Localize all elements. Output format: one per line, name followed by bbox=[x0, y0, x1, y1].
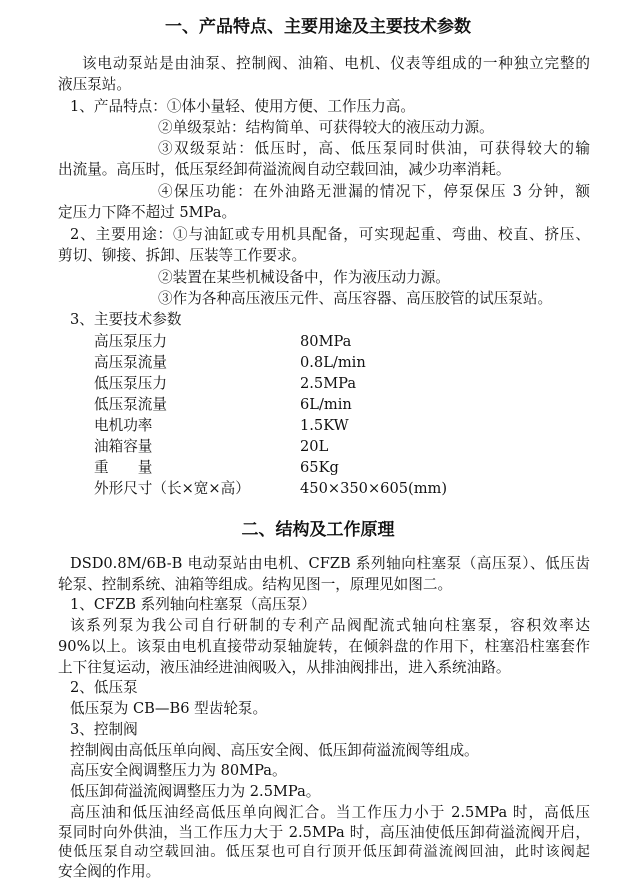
valve-detail-line-1: 高压油和低压油经高低压单向阀汇合。当工作压力小于 2.5MPa 时，高低压 bbox=[70, 803, 590, 821]
spec-value: 0.8L/min bbox=[300, 354, 366, 371]
feature-hold-line-1: ④保压功能：在外油路无泄漏的情况下，停泵保压 3 分钟，额 bbox=[158, 183, 590, 200]
use-item-2: ②装置在某些机械设备中，作为液压动力源。 bbox=[158, 269, 450, 286]
spec-label: 电机功率 bbox=[94, 417, 153, 434]
pump-2-text: 低压泵为 CB—B6 型齿轮泵。 bbox=[70, 700, 268, 718]
spec-label: 低压泵压力 bbox=[94, 375, 167, 392]
spec-value: 65Kg bbox=[300, 459, 339, 476]
pump-2-heading: 2、低压泵 bbox=[70, 679, 138, 697]
feature-hold-line-2: 定压力下降不超过 5MPa。 bbox=[58, 204, 237, 221]
pump-1-heading: 1、CFZB 系列轴向柱塞泵（高压泵） bbox=[70, 596, 316, 614]
spec-label: 外形尺寸（长×宽×高） bbox=[94, 480, 250, 497]
valve-detail-line-3: 使低压泵自动空载回油。低压泵也可自行顶开低压卸荷溢流阀回油，此时该阀起 bbox=[58, 844, 590, 861]
valve-heading: 3、控制阀 bbox=[70, 720, 138, 738]
spec-value: 450×350×605(mm) bbox=[300, 480, 448, 497]
feature-double-stage-line-1: ③双级泵站：低压时，高、低压泵同时供油，可获得较大的输 bbox=[158, 140, 590, 157]
feature-double-stage-line-2: 出流量。高压时，低压泵经卸荷溢流阀自动空载回油，减少功率消耗。 bbox=[58, 161, 511, 178]
pump-1-text-line-2: 90%以上。该泵由电机直接带动泵轴旋转，在倾斜盘的作用下，柱塞沿柱塞套作 bbox=[58, 637, 590, 655]
use-item-3: ③作为各种高压液压元件、高压容器、高压胶管的试压泵站。 bbox=[158, 290, 553, 307]
features-heading: 1、产品特点：①体小量轻、使用方便、工作压力高。 bbox=[70, 98, 415, 115]
spec-label: 油箱容量 bbox=[94, 438, 153, 455]
pump-1-text-line-1: 该系列泵为我公司自行研制的专利产品阀配流式轴向柱塞泵，容积效率达 bbox=[70, 617, 590, 635]
valve-detail-line-2: 泵同时向外供油，当工作压力大于 2.5MPa 时，高压油使低压卸荷溢流阀开启， bbox=[58, 823, 590, 841]
spec-label: 低压泵流量 bbox=[94, 396, 167, 413]
spec-label: 高压泵流量 bbox=[94, 354, 167, 371]
spec-value: 1.5KW bbox=[300, 417, 349, 434]
spec-value: 6L/min bbox=[300, 396, 352, 413]
valve-text-line-3: 低压卸荷溢流阀调整压力为 2.5MPa。 bbox=[70, 783, 321, 801]
valve-detail-line-4: 安全阀的作用。 bbox=[58, 863, 161, 881]
section-1-intro-line-2: 液压泵站。 bbox=[58, 76, 131, 93]
spec-value: 2.5MPa bbox=[300, 375, 357, 392]
valve-text-line-2: 高压安全阀调整压力为 80MPa。 bbox=[70, 762, 287, 780]
specs-heading: 3、主要技术参数 bbox=[70, 311, 182, 328]
spec-value: 80MPa bbox=[300, 333, 352, 350]
uses-heading-line-2: 剪切、铆接、拆卸、压装等工作要求。 bbox=[58, 247, 307, 264]
pump-1-text-line-3: 上下往复运动，液压油经进油阀吸入，从排油阀排出，进入系统油路。 bbox=[58, 658, 511, 676]
uses-heading-line-1: 2、主要用途：①与油缸或专用机具配备，可实现起重、弯曲、校直、挤压、 bbox=[70, 226, 590, 243]
section-2-intro-line-1: DSD0.8M/6B-B 电动泵站由电机、CFZB 系列轴向柱塞泵（高压泵）、低压齿 bbox=[70, 554, 590, 572]
section-2-intro-line-2: 轮泵、控制系统、油箱等组成。结构见图一，原理见如图二。 bbox=[58, 575, 453, 593]
spec-value: 20L bbox=[300, 438, 329, 455]
section-1-title: 一、产品特点、主要用途及主要技术参数 bbox=[165, 17, 471, 37]
spec-label: 重 量 bbox=[94, 459, 153, 476]
section-1-intro-line-1: 该电动泵站是由油泵、控制阀、油箱、电机、仪表等组成的一种独立完整的 bbox=[82, 55, 590, 72]
spec-label: 高压泵压力 bbox=[94, 333, 167, 350]
valve-text-line-1: 控制阀由高低压单向阀、高压安全阀、低压卸荷溢流阀等组成。 bbox=[70, 741, 479, 759]
section-2-title: 二、结构及工作原理 bbox=[241, 520, 395, 540]
feature-single-stage: ②单级泵站：结构简单、可获得较大的液压动力源。 bbox=[158, 119, 494, 136]
